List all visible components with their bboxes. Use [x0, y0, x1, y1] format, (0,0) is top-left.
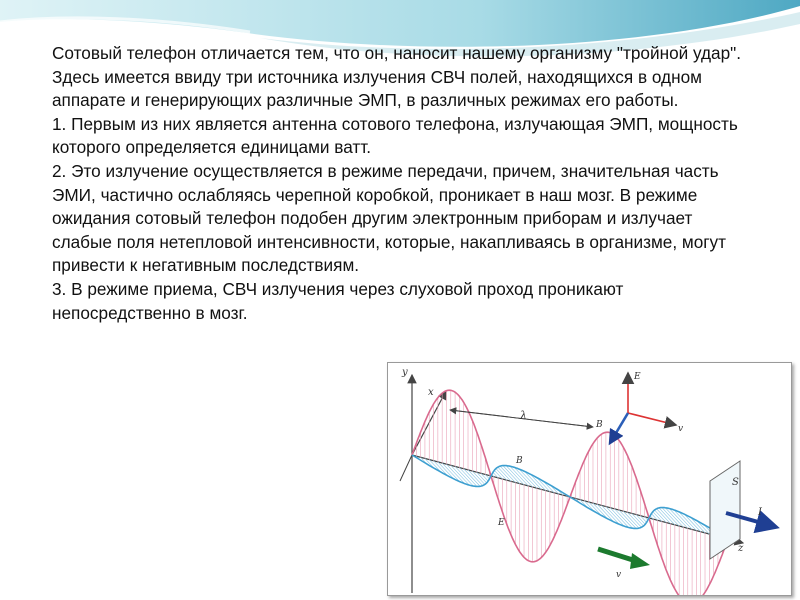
wavelength-label: λ — [520, 409, 527, 422]
b-wave-label: B — [516, 456, 523, 466]
paragraph-point-2: 2. Это излучение осуществляется в режиме передачи, причем, значительная часть ЭМИ, частично ослабляясь черепной коробкой, проникает в наш мозг. В режиме ожидания сотовый телефон подобен другим электронным приборам и излучает слабые поля нетепловой интенсивности, которые, накапливаясь в организме, могут привести к негативным последствиям. — [52, 160, 727, 276]
em-wave-figure — [387, 362, 792, 596]
paragraph-point-3: 3. В режиме приема, СВЧ излучения через слуховой проход проникают непосредственно в мозг. — [52, 278, 624, 323]
z-axis-label: z — [738, 543, 744, 554]
propagation-arrow-head — [630, 553, 650, 569]
s-plane — [710, 461, 740, 559]
propagation-arrow — [598, 549, 636, 561]
z-axis-line — [412, 455, 743, 543]
em-wave-diagram — [388, 363, 791, 595]
body-text — [52, 42, 742, 325]
v-axis-arrow — [628, 413, 676, 425]
e-wave-hatching — [412, 390, 727, 595]
e-wave-label: E — [498, 518, 505, 528]
b-vector-label: B — [596, 420, 603, 430]
y-axis-label: y — [402, 367, 408, 378]
e-vector-label: E — [634, 372, 641, 382]
i-vector-label: I — [758, 507, 762, 518]
b-vector-arrow — [610, 413, 628, 443]
v-arrow-label: v — [616, 570, 622, 580]
s-plane-label: S — [732, 477, 739, 488]
paragraph-point-1: 1. Первым из них является антенна сотового телефона, излучающая ЭМП, мощность которого определяется единицами ватт. — [52, 113, 738, 158]
x-axis-label: x — [428, 387, 434, 398]
v-axis-label: v — [678, 424, 684, 434]
paragraph-intro: Сотовый телефон отличается тем, что он, наносит нашему организму "тройной удар". Здесь имеется ввиду три источника излучения СВЧ полей, находящихся в одном аппарате и генерирующих различные ЭМП, в различных режимах его работы. — [52, 43, 742, 111]
baseline-left — [400, 455, 412, 481]
